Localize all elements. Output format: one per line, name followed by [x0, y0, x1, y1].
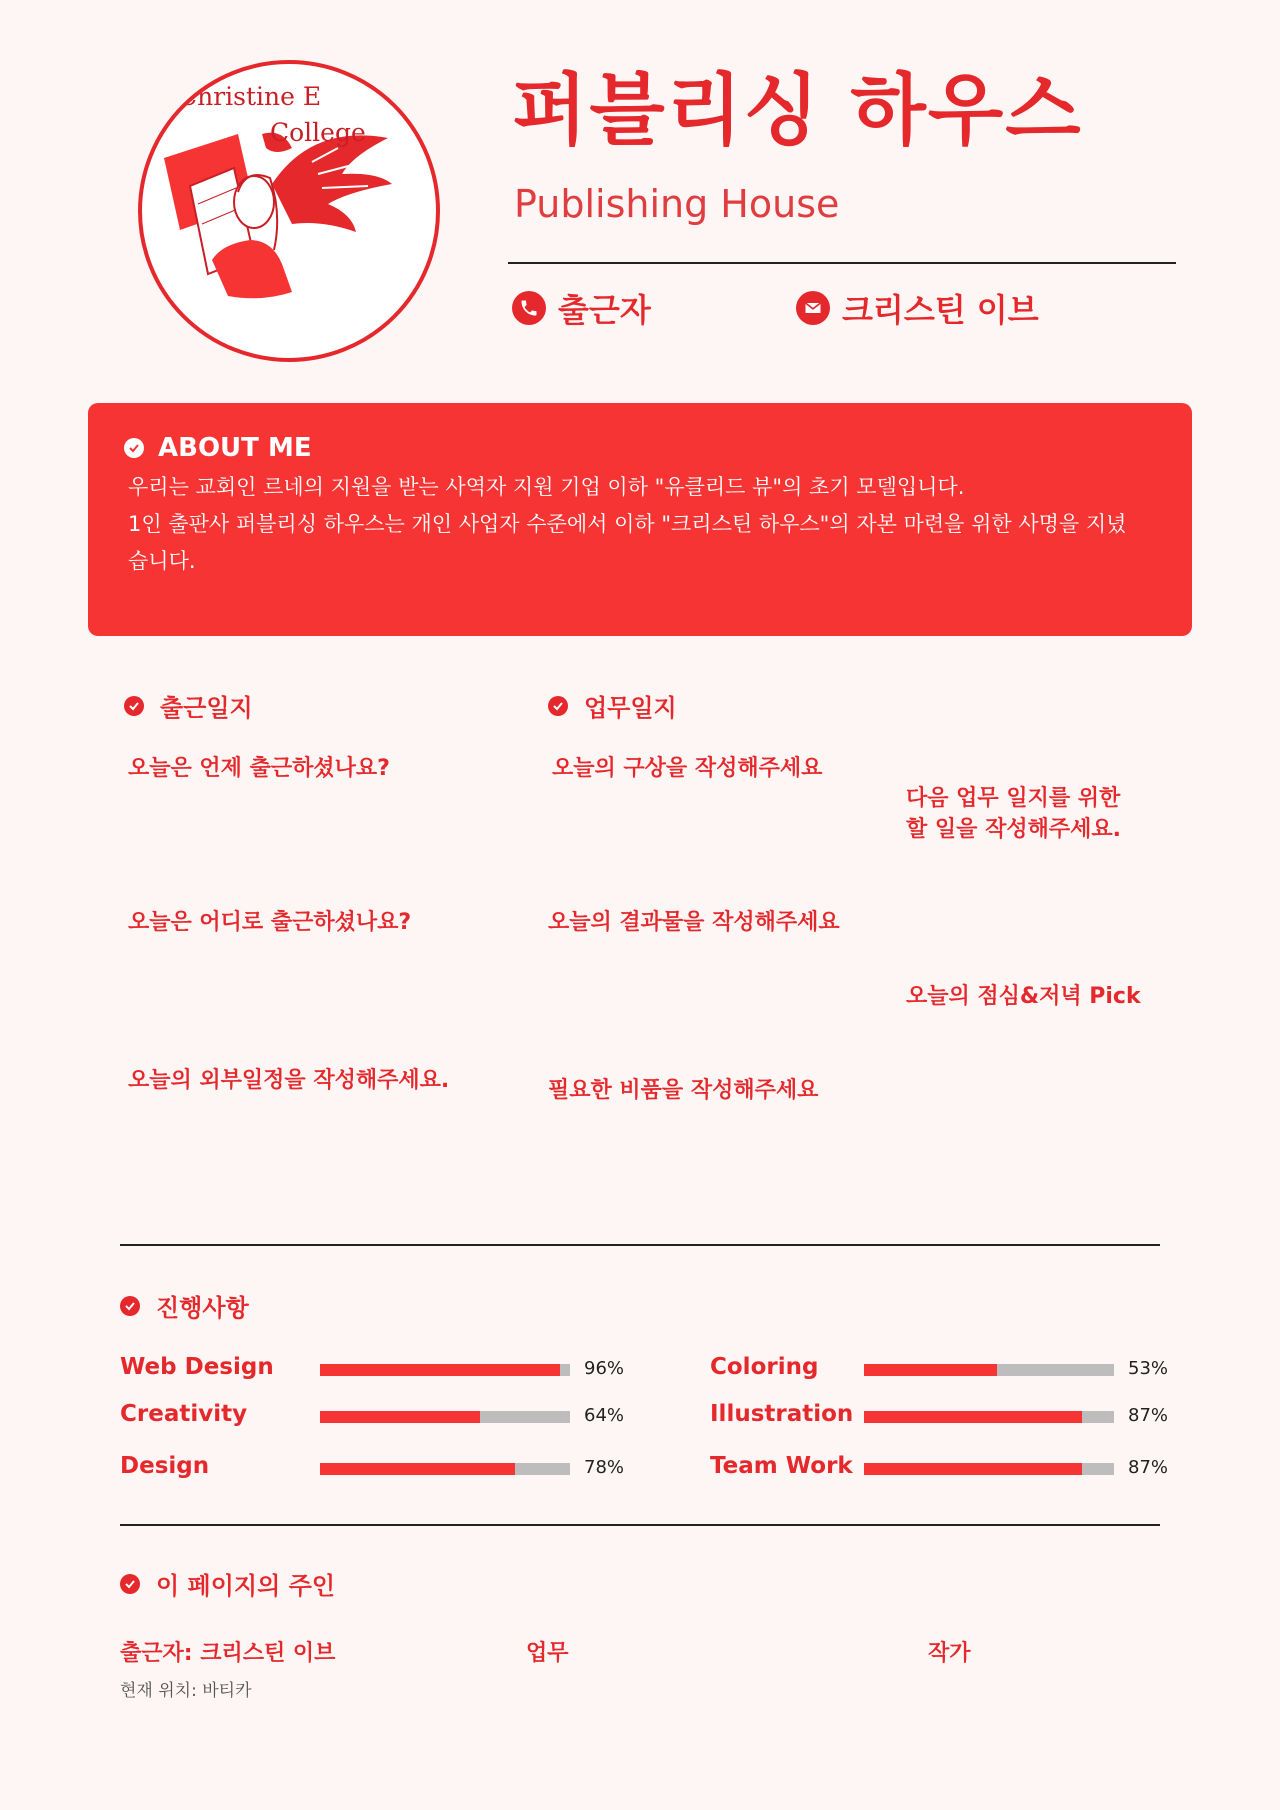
skill-percent: 87% — [1128, 1457, 1169, 1478]
about-line-2: 1인 출판사 퍼블리싱 하우스는 개인 사업자 수준에서 이하 "크리스틴 하우스"의 자본 마련을 위한 사명을 지녔 — [128, 512, 1127, 536]
attendance-q1: 오늘은 언제 출근하셨나요? — [128, 756, 390, 781]
owner-role: 업무 — [526, 1641, 569, 1666]
owner-name: 출근자: 크리스틴 이브 — [120, 1641, 336, 1666]
skill-label: Creativity — [120, 1401, 248, 1427]
skill-progress-fill — [320, 1364, 560, 1376]
worklog-q3: 필요한 비품을 작성해주세요 — [548, 1078, 819, 1103]
skill-percent: 64% — [584, 1405, 625, 1426]
skill-label: Web Design — [120, 1354, 274, 1380]
section-divider — [120, 1524, 1160, 1526]
about-me-box — [88, 403, 1192, 636]
skill-label: Illustration — [710, 1401, 854, 1427]
skill-progress-bar — [864, 1364, 1114, 1376]
skill-percent: 78% — [584, 1457, 625, 1478]
contact-phone-label: 출근자 — [558, 291, 651, 329]
check-circle-icon — [120, 1574, 140, 1594]
check-circle-icon — [124, 438, 144, 458]
skill-percent: 96% — [584, 1358, 625, 1379]
attendance-heading — [124, 688, 253, 723]
worklog-q1: 오늘의 구상을 작성해주세요 — [552, 756, 823, 781]
page-subtitle: Publishing House — [514, 182, 840, 226]
skill-progress-fill — [320, 1463, 515, 1475]
owner-title: 작가 — [928, 1641, 971, 1666]
skill-progress-fill — [864, 1411, 1082, 1423]
worklog-heading-text: 업무일지 — [584, 694, 677, 722]
about-heading — [124, 433, 312, 463]
skill-label: Coloring — [710, 1354, 819, 1380]
logo-text-line1: Christine E — [178, 82, 322, 111]
meal-pick-prompt: 오늘의 점심&저녁 Pick — [906, 984, 1141, 1009]
progress-heading-text: 진행사항 — [156, 1294, 249, 1322]
mail-icon — [796, 291, 830, 325]
next-todo-prompt — [906, 784, 1121, 846]
check-circle-icon — [548, 696, 568, 716]
about-heading-text: ABOUT ME — [158, 433, 312, 463]
skill-label: Design — [120, 1453, 210, 1479]
page-title: 퍼블리싱 하우스 — [512, 66, 1083, 156]
skill-progress-bar — [320, 1411, 570, 1423]
about-line-1: 우리는 교회인 르네의 지원을 받는 사역자 지원 기업 이하 "유클리드 뷰"의 초기 모델입니다. — [128, 475, 965, 499]
skill-label: Team Work — [710, 1453, 853, 1479]
owner-location: 현재 위치: 바티카 — [120, 1681, 252, 1701]
worklog-q2: 오늘의 결과물을 작성해주세요 — [548, 910, 840, 935]
next-todo-line2: 할 일을 작성해주세요. — [906, 816, 1121, 842]
owner-heading — [120, 1566, 335, 1601]
check-circle-icon — [120, 1296, 140, 1316]
skill-percent: 53% — [1128, 1358, 1169, 1379]
attendance-heading-text: 출근일지 — [160, 694, 253, 722]
skill-progress-bar — [864, 1411, 1114, 1423]
skill-progress-fill — [320, 1411, 480, 1423]
check-circle-icon — [124, 696, 144, 716]
logo-text-line2: College — [270, 118, 366, 147]
skill-percent: 87% — [1128, 1405, 1169, 1426]
college-logo — [138, 60, 440, 362]
attendance-q2: 오늘은 어디로 출근하셨나요? — [128, 910, 412, 935]
about-body — [128, 469, 1168, 580]
about-line-3: 습니다. — [128, 549, 196, 573]
contact-mail — [796, 286, 1039, 330]
attendance-q3: 오늘의 외부일정을 작성해주세요. — [128, 1068, 450, 1093]
contact-mail-label: 크리스틴 이브 — [842, 291, 1039, 329]
skill-progress-fill — [864, 1364, 997, 1376]
owner-heading-text: 이 페이지의 주인 — [156, 1572, 335, 1600]
skill-progress-fill — [864, 1463, 1082, 1475]
skill-progress-bar — [864, 1463, 1114, 1475]
header-divider — [508, 262, 1176, 264]
progress-heading — [120, 1288, 249, 1323]
phone-icon — [512, 291, 546, 325]
section-divider — [120, 1244, 1160, 1246]
worklog-heading — [548, 688, 677, 723]
contact-phone — [512, 286, 651, 330]
skill-progress-bar — [320, 1463, 570, 1475]
next-todo-line1: 다음 업무 일지를 위한 — [906, 786, 1121, 811]
skill-progress-bar — [320, 1364, 570, 1376]
